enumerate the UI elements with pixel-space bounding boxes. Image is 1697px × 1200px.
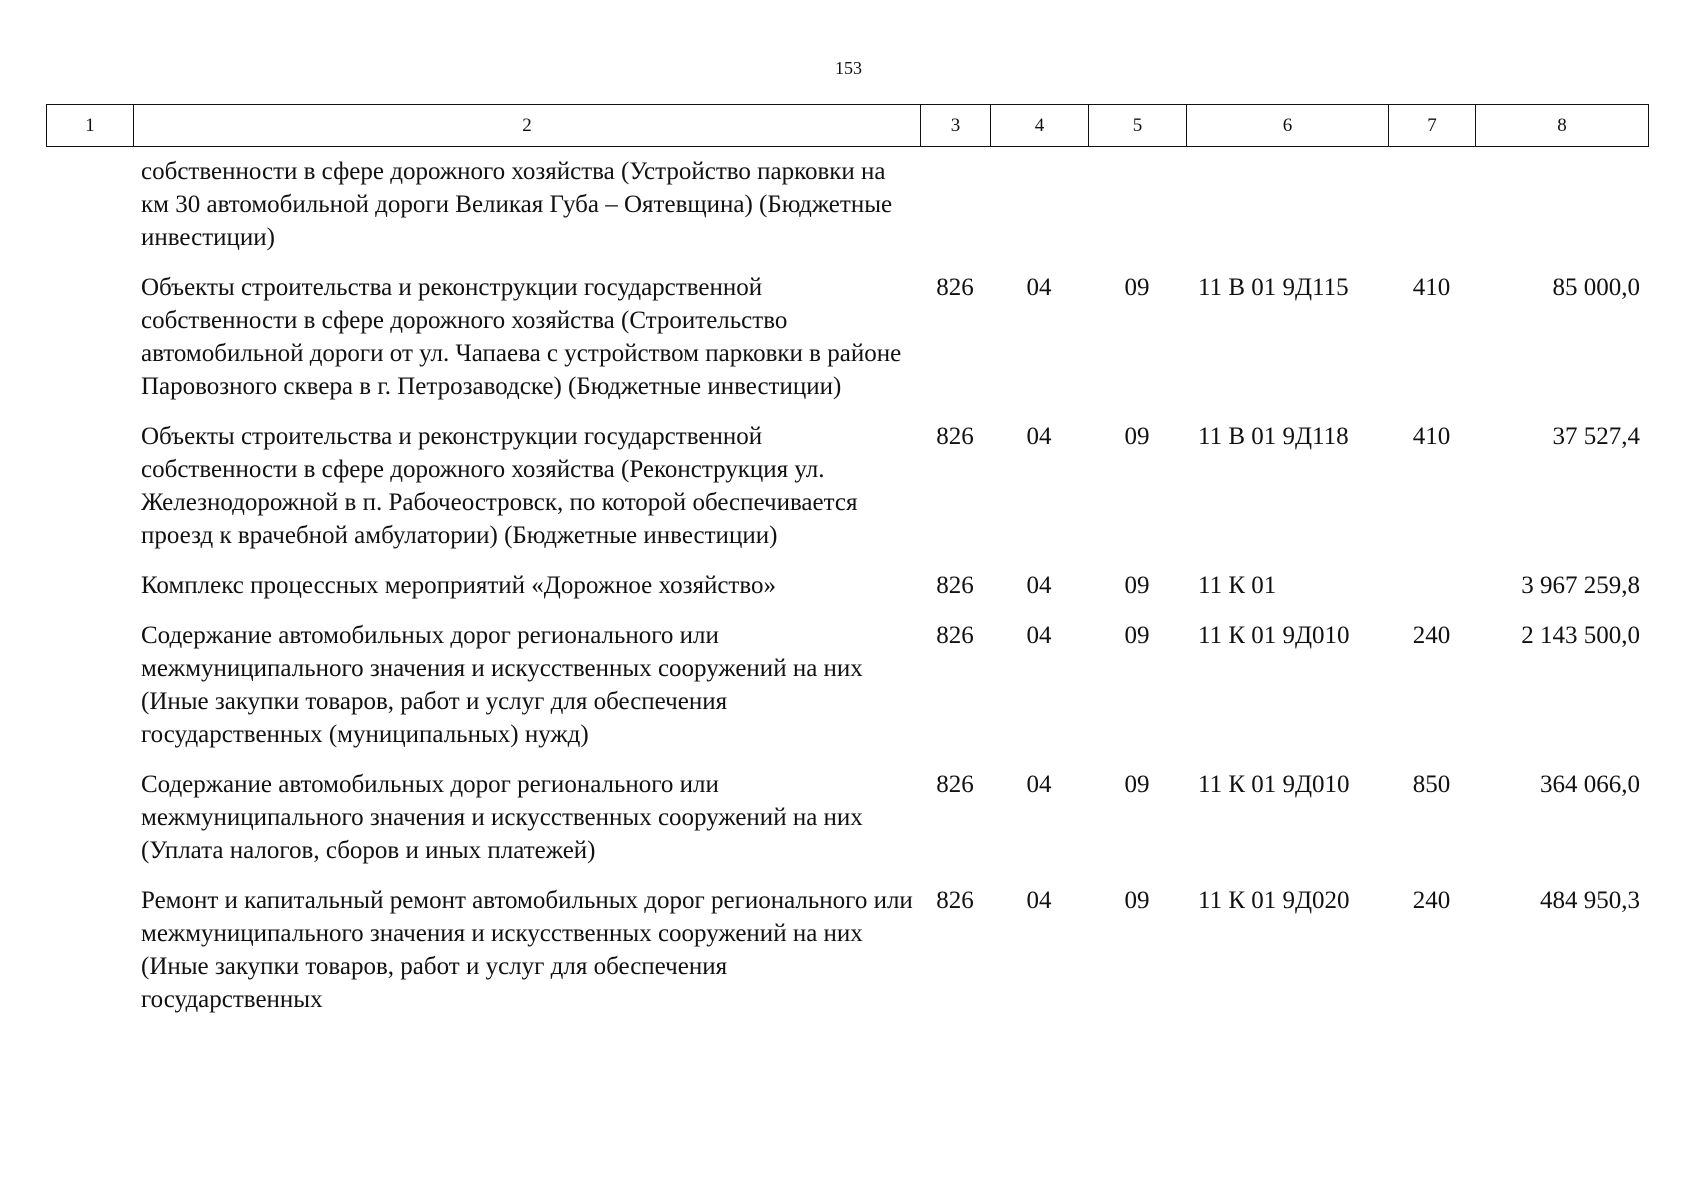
row-description: Объекты строительства и реконструкции государственной собственности в сфере дорожного хозяйства (Строительство автомобильной дороги от ул. Чапаева с устройством парковки в районе Паровозного сквера в г. Петрозаводске) (Бюджетные инвестиции) (141, 274, 902, 400)
row-section (990, 155, 1088, 271)
header-row (47, 105, 1649, 147)
header-cell-8: 8 (1476, 105, 1649, 147)
row-amount: 2 143 500,0 (1521, 622, 1640, 649)
row-description: Содержание автомобильных дорог регионального или межмуниципального значения и искусственных сооружений на них (Уплата налогов, сборов и иных платежей) (141, 771, 863, 864)
row-amount: 3 967 259,8 (1521, 572, 1640, 599)
row-description: собственности в сфере дорожного хозяйства (Устройство парковки на км 30 автомобильной дороги Великая Губа – Оятевщина) (Бюджетные инвестиции) (141, 158, 893, 251)
row-admin-code: 826 (936, 771, 974, 798)
row-expense-type (1388, 155, 1475, 271)
header-cell-3: 3 (921, 105, 991, 147)
table-row (46, 619, 1648, 768)
row-amount: 484 950,3 (1540, 887, 1640, 914)
table-row (46, 271, 1648, 420)
row-section: 04 (1026, 423, 1052, 450)
row-expense-type: 410 (1412, 274, 1451, 301)
row-amount: 364 066,0 (1540, 771, 1640, 798)
column-number-header (46, 104, 1649, 147)
table-row (46, 155, 1648, 271)
row-expense-type: 240 (1412, 622, 1451, 649)
row-amount: 37 527,4 (1552, 423, 1640, 450)
row-section: 04 (1026, 887, 1052, 914)
header-cell-4: 4 (991, 105, 1089, 147)
row-expense-type: 850 (1412, 771, 1451, 798)
row-description: Ремонт и капитальный ремонт автомобильных дорог регионального или межмуниципального значения и искусственных сооружений на них (Иные закупки товаров, работ и услуг для обеспечения государственных (141, 887, 913, 1013)
row-expense-type: 240 (1412, 887, 1451, 914)
header-cell-7: 7 (1389, 105, 1476, 147)
row-description: Комплекс процессных мероприятий «Дорожное хозяйство» (141, 572, 776, 599)
table-row (46, 768, 1648, 884)
row-subsection: 09 (1124, 572, 1150, 599)
row-admin-code: 826 (936, 274, 974, 301)
row-target-article (1186, 155, 1388, 271)
row-section: 04 (1026, 622, 1052, 649)
row-section: 04 (1026, 274, 1052, 301)
row-admin-code (920, 155, 990, 271)
row-section: 04 (1026, 771, 1052, 798)
row-target-article: 11 К 01 9Д010 (1198, 771, 1350, 798)
table-row (46, 569, 1648, 619)
row-target-article: 11 К 01 9Д010 (1198, 622, 1350, 649)
row-target-article: 11 К 01 (1198, 572, 1277, 599)
table-row (46, 884, 1648, 1033)
row-target-article: 11 В 01 9Д118 (1198, 423, 1349, 450)
row-admin-code: 826 (936, 887, 974, 914)
table-row (46, 420, 1648, 569)
row-subsection: 09 (1124, 771, 1150, 798)
row-subsection: 09 (1124, 423, 1150, 450)
row-amount (1475, 155, 1648, 271)
row-description: Содержание автомобильных дорог регионального или межмуниципального значения и искусственных сооружений на них (Иные закупки товаров, работ и услуг для обеспечения государственных (муниципальных) нужд) (141, 622, 863, 748)
header-cell-1: 1 (47, 105, 134, 147)
row-admin-code: 826 (936, 572, 974, 599)
header-cell-2: 2 (134, 105, 921, 147)
budget-table (46, 155, 1648, 1033)
row-target-article: 11 В 01 9Д115 (1198, 274, 1349, 301)
row-admin-code: 826 (936, 423, 974, 450)
row-expense-type: 410 (1412, 423, 1451, 450)
row-expense-type (1388, 569, 1475, 619)
row-subsection: 09 (1124, 274, 1150, 301)
row-target-article: 11 К 01 9Д020 (1198, 887, 1350, 914)
header-cell-6: 6 (1187, 105, 1389, 147)
row-section: 04 (1026, 572, 1052, 599)
row-amount: 85 000,0 (1552, 274, 1640, 301)
page-number: 153 (835, 58, 862, 78)
row-subsection (1088, 155, 1186, 271)
row-subsection: 09 (1124, 622, 1150, 649)
row-description: Объекты строительства и реконструкции государственной собственности в сфере дорожного хозяйства (Реконструкция ул. Железнодорожной в п. Рабочеостровск, по которой обеспечивается проезд к врачебной амбулатории) (Бюджетные инвестиции) (141, 423, 858, 549)
header-cell-5: 5 (1089, 105, 1187, 147)
row-subsection: 09 (1124, 887, 1150, 914)
row-admin-code: 826 (936, 622, 974, 649)
